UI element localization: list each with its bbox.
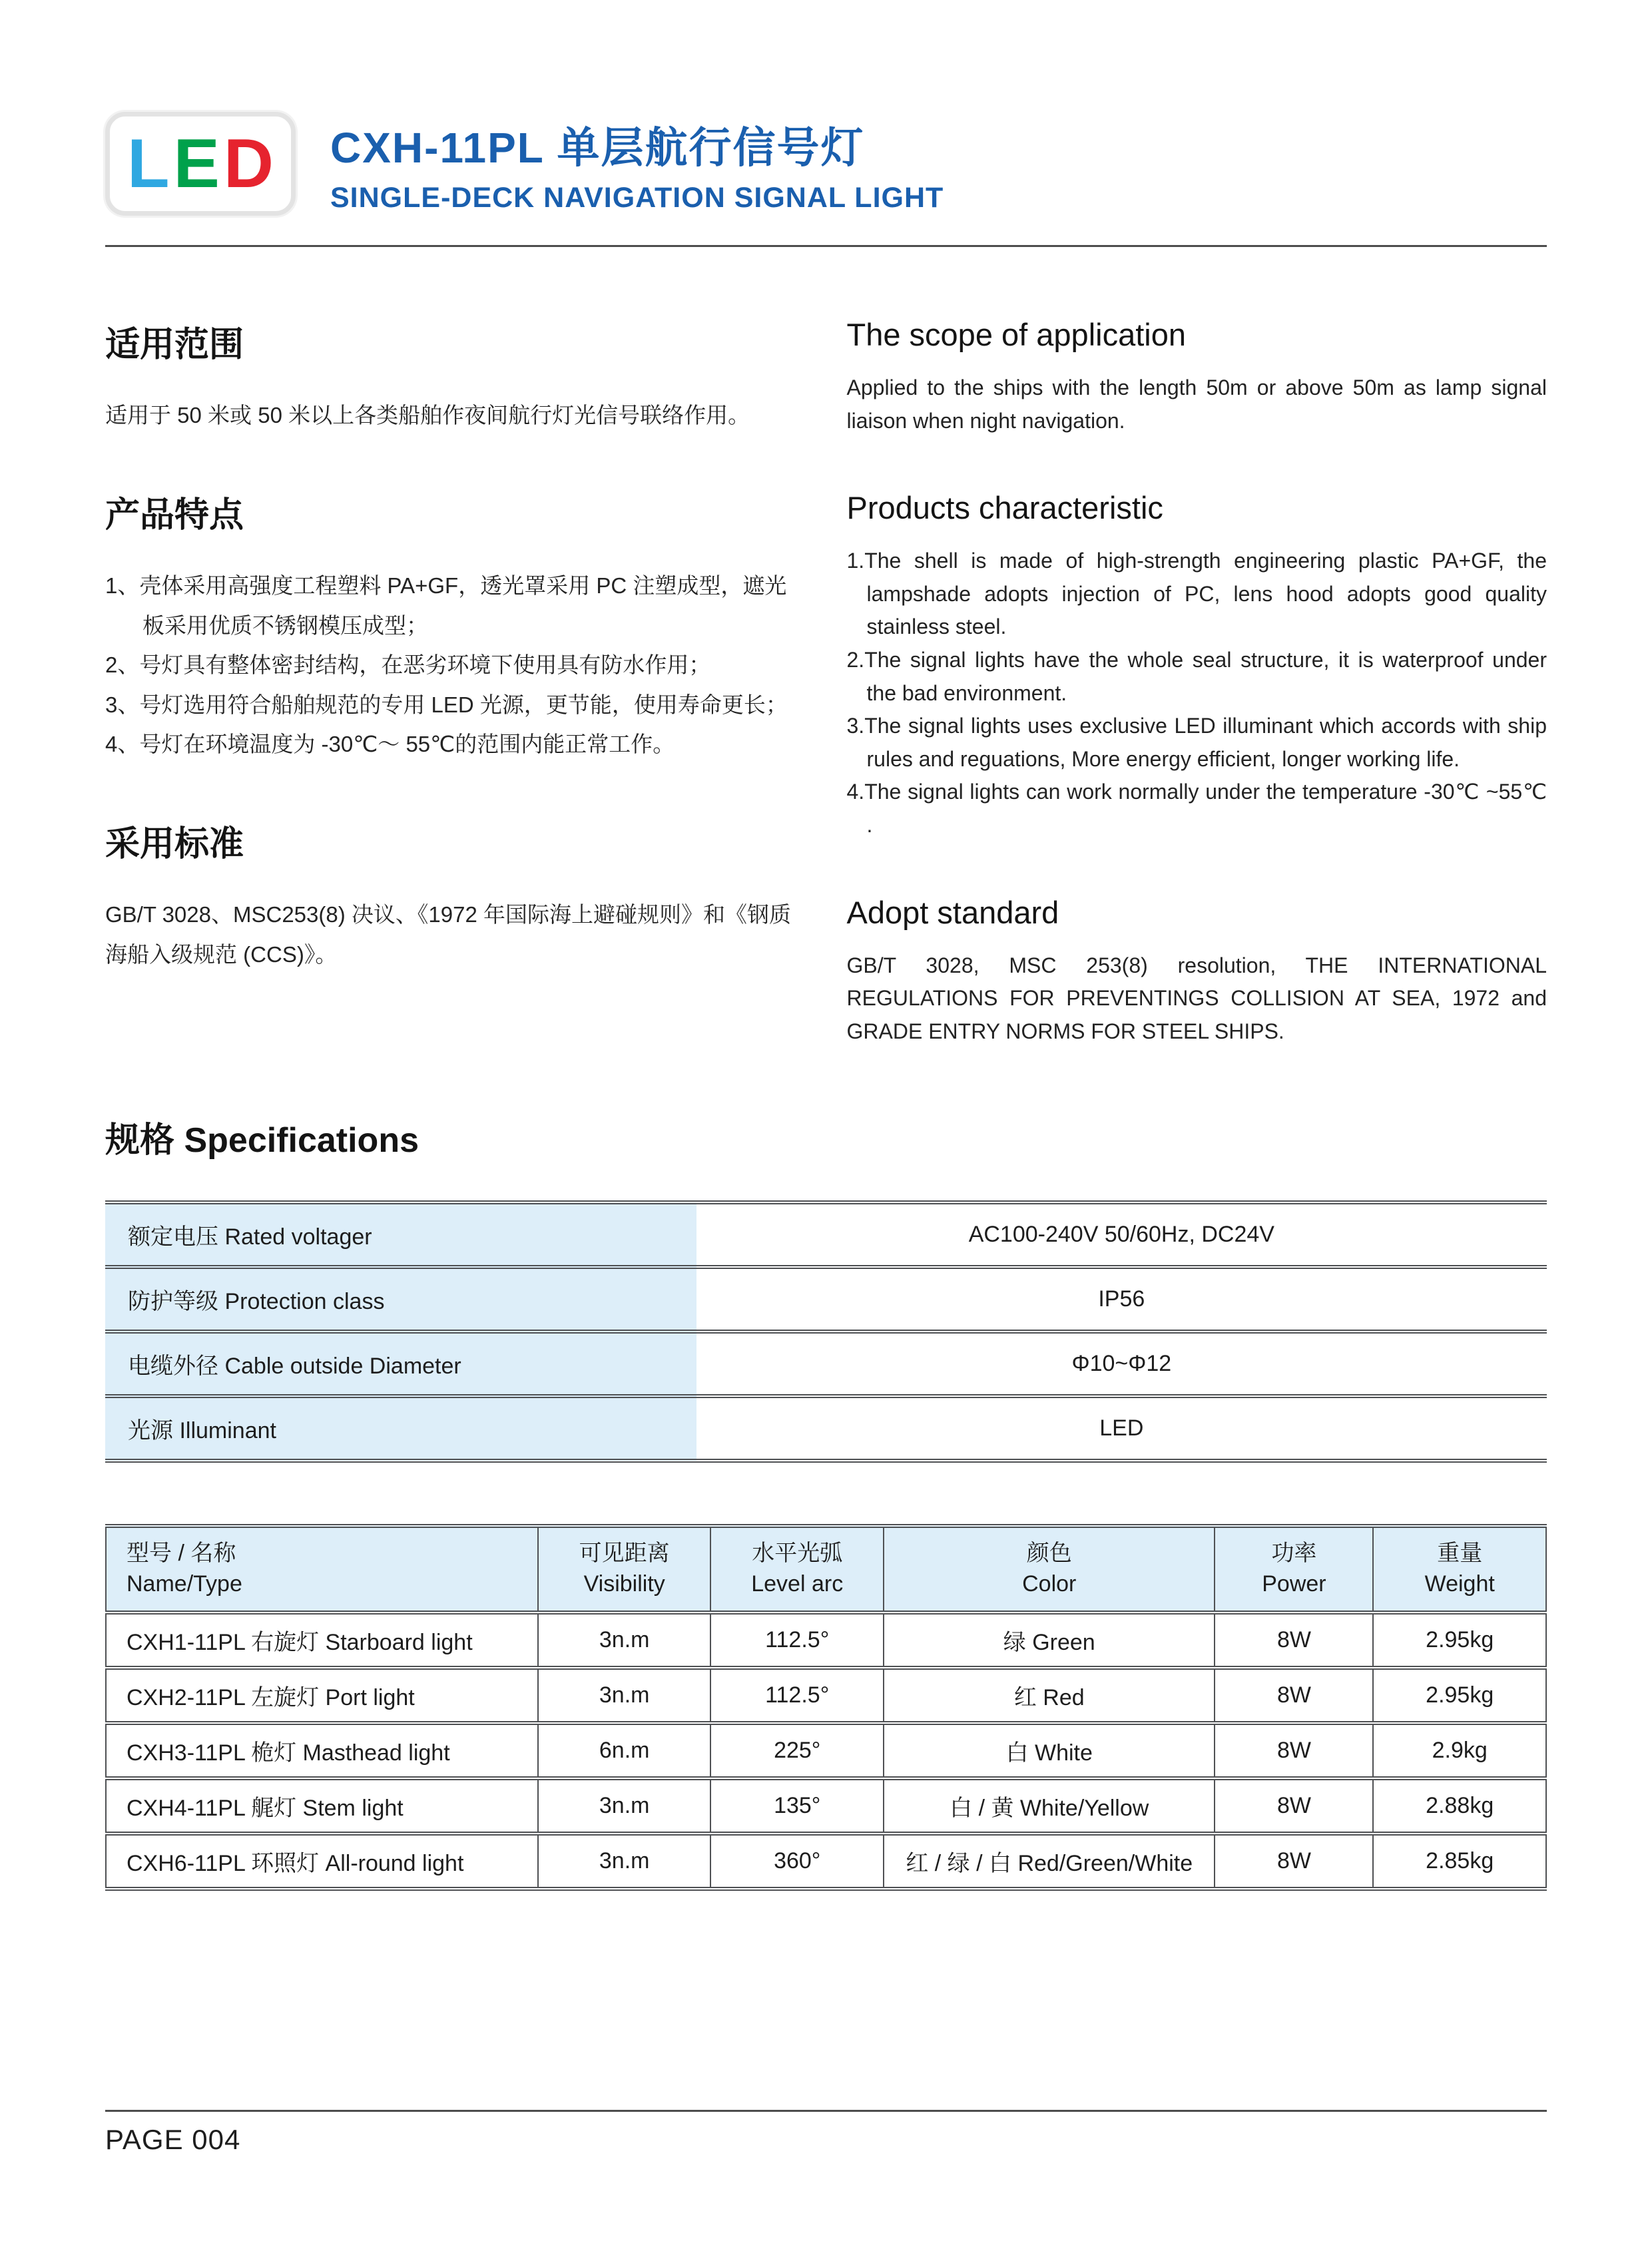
column-header <box>538 1526 711 1613</box>
section-scope-en <box>847 316 1547 437</box>
list-item: 2.The signal lights have the whole seal structure, it is waterproof under the bad environment. <box>846 647 1547 705</box>
header-divider <box>105 245 1547 247</box>
led-logo-letter-d: D <box>223 125 274 202</box>
list-item: 4.The signal lights can work normally under the temperature -30℃ ~55℃ . <box>846 780 1547 837</box>
model-name: CXH2-11PL 左旋灯 Port light <box>106 1668 538 1723</box>
list-item: 1、壳体采用高强度工程塑料 PA+GF，透光罩采用 PC 注塑成型，遮光板采用优质不锈钢模压成型； <box>105 573 787 638</box>
column-header-zh: 颜色 <box>1026 1541 1072 1567</box>
model-name: CXH6-11PL 环照灯 All-round light <box>106 1834 538 1889</box>
section-standard-zh <box>105 816 806 974</box>
model-level-arc: 360° <box>710 1834 884 1889</box>
model-name: CXH3-11PL 桅灯 Masthead light <box>106 1723 538 1778</box>
column-header-zh: 功率 <box>1271 1541 1317 1567</box>
specifications-heading: 规格 Specifications <box>105 1121 419 1160</box>
section-heading: Adopt standard <box>846 894 1059 930</box>
model-visibility: 3n.m <box>538 1668 711 1723</box>
section-heading: The scope of application <box>846 317 1186 352</box>
model-visibility: 6n.m <box>538 1723 711 1778</box>
model-weight: 2.88kg <box>1373 1778 1546 1834</box>
model-weight: 2.95kg <box>1373 1668 1546 1723</box>
table-row <box>105 1267 1547 1332</box>
features-list-zh <box>105 566 806 764</box>
features-list-en <box>847 545 1547 842</box>
model-level-arc: 225° <box>710 1723 884 1778</box>
spec-value: AC100-240V 50/60Hz, DC24V <box>968 1222 1274 1248</box>
spec-label: 额定电压 Rated voltager <box>105 1202 696 1267</box>
model-power: 8W <box>1215 1723 1373 1778</box>
table-row <box>106 1834 1546 1889</box>
model-weight: 2.95kg <box>1373 1613 1546 1668</box>
section-body: GB/T 3028、MSC253(8) 决议、《1972 年国际海上避碰规则》和《钢质海船入级规范 (CCS)》。 <box>105 902 791 967</box>
product-title-zh: CXH-11PL 单层航行信号灯 <box>330 123 865 172</box>
section-scope-zh <box>105 316 806 435</box>
general-spec-table <box>105 1200 1547 1463</box>
spec-value: IP56 <box>696 1267 1547 1332</box>
section-body: Applied to the ships with the length 50m or above 50m as lamp signal liaison when night navigation. <box>846 375 1547 433</box>
english-column <box>847 316 1547 1048</box>
model-name: CXH1-11PL 右旋灯 Starboard light <box>106 1613 538 1668</box>
column-header <box>106 1526 538 1613</box>
model-power: 8W <box>1215 1778 1373 1834</box>
model-visibility: 3n.m <box>538 1834 711 1889</box>
model-weight: 2.9kg <box>1373 1723 1546 1778</box>
section-heading: 采用标准 <box>105 825 244 864</box>
section-body: 适用于 50 米或 50 米以上各类船舶作夜间航行灯光信号联络作用。 <box>105 403 750 427</box>
model-power: 8W <box>1215 1834 1373 1889</box>
column-header-zh: 水平光弧 <box>752 1541 843 1567</box>
spec-label: 电缆外径 Cable outside Diameter <box>105 1332 696 1396</box>
page-number: PAGE 004 <box>105 2124 241 2155</box>
table-row <box>105 1332 1547 1396</box>
table-row <box>106 1668 1546 1723</box>
column-header-en: Level arc <box>751 1571 844 1597</box>
footer-divider <box>105 2110 1547 2112</box>
model-color: 白 / 黄 White/Yellow <box>884 1778 1215 1834</box>
spec-label: 光源 Illuminant <box>105 1396 696 1461</box>
model-power: 8W <box>1215 1668 1373 1723</box>
page-footer <box>105 2110 1547 2156</box>
column-header <box>710 1526 884 1613</box>
list-item: 4、号灯在环境温度为 -30℃～ 55℃的范围内能正常工作。 <box>105 731 675 756</box>
title-block <box>330 114 944 214</box>
table-row <box>105 1202 1547 1267</box>
section-features-en <box>847 489 1547 842</box>
column-header-en: Name/Type <box>127 1571 242 1597</box>
led-logo-letter-e: E <box>173 125 220 202</box>
section-heading: Products characteristic <box>846 490 1163 526</box>
list-item: 3.The signal lights uses exclusive LED illuminant which accords with ship rules and reguations, More energy efficient, longer working life. <box>846 714 1547 771</box>
model-level-arc: 112.5° <box>710 1668 884 1723</box>
model-spec-table <box>105 1524 1547 1891</box>
led-logo <box>105 112 296 216</box>
spec-label: 防护等级 Protection class <box>105 1267 696 1332</box>
table-row <box>105 1396 1547 1461</box>
section-heading: 适用范围 <box>105 326 244 364</box>
column-header-en: Power <box>1262 1571 1326 1597</box>
spec-value: LED <box>696 1396 1547 1461</box>
page-header <box>105 0 1547 216</box>
chinese-column <box>105 316 806 1048</box>
table-header-row <box>106 1526 1546 1613</box>
model-color: 白 White <box>884 1723 1215 1778</box>
model-name: CXH4-11PL 艉灯 Stem light <box>106 1778 538 1834</box>
column-header-en: Visibility <box>583 1571 665 1597</box>
list-item: 3、号灯选用符合船舶规范的专用 LED 光源，更节能，使用寿命更长； <box>105 692 788 717</box>
column-header-zh: 重量 <box>1437 1541 1483 1567</box>
section-standard-en <box>847 894 1547 1049</box>
section-body: GB/T 3028, MSC 253(8) resolution, THE INTERNATIONAL REGULATIONS FOR PREVENTINGS COLLISION AT SEA, 1972 and GRADE ENTRY NORMS FOR STEEL SHIPS. <box>846 953 1547 1043</box>
description-columns <box>105 316 1547 1048</box>
table-row <box>106 1613 1546 1668</box>
product-title-en: SINGLE-DECK NAVIGATION SIGNAL LIGHT <box>330 181 944 214</box>
model-level-arc: 135° <box>710 1778 884 1834</box>
model-power: 8W <box>1215 1613 1373 1668</box>
section-heading: 产品特点 <box>105 496 244 535</box>
model-color: 红 / 绿 / 白 Red/Green/White <box>884 1834 1215 1889</box>
model-weight: 2.85kg <box>1373 1834 1546 1889</box>
list-item: 2、号灯具有整体密封结构，在恶劣环境下使用具有防水作用； <box>105 652 711 678</box>
model-level-arc: 112.5° <box>710 1613 884 1668</box>
model-color: 红 Red <box>884 1668 1215 1723</box>
column-header <box>1373 1526 1546 1613</box>
spec-value: Φ10~Φ12 <box>696 1332 1547 1396</box>
model-visibility: 3n.m <box>538 1613 711 1668</box>
led-logo-letter-l: L <box>127 125 170 202</box>
model-visibility: 3n.m <box>538 1778 711 1834</box>
section-features-zh <box>105 487 806 764</box>
column-header <box>1215 1526 1373 1613</box>
list-item: 1.The shell is made of high-strength engineering plastic PA+GF, the lampshade adopts injection of PC, lens hood adopts good quality stainless steel. <box>846 549 1547 639</box>
column-header-en: Color <box>1022 1571 1077 1597</box>
table-row <box>106 1723 1546 1778</box>
table-row <box>106 1778 1546 1834</box>
column-header <box>884 1526 1215 1613</box>
column-header-en: Weight <box>1424 1571 1495 1597</box>
model-color: 绿 Green <box>884 1613 1215 1668</box>
column-header-zh: 可见距离 <box>579 1541 670 1567</box>
column-header-zh: 型号 / 名称 <box>127 1541 236 1567</box>
